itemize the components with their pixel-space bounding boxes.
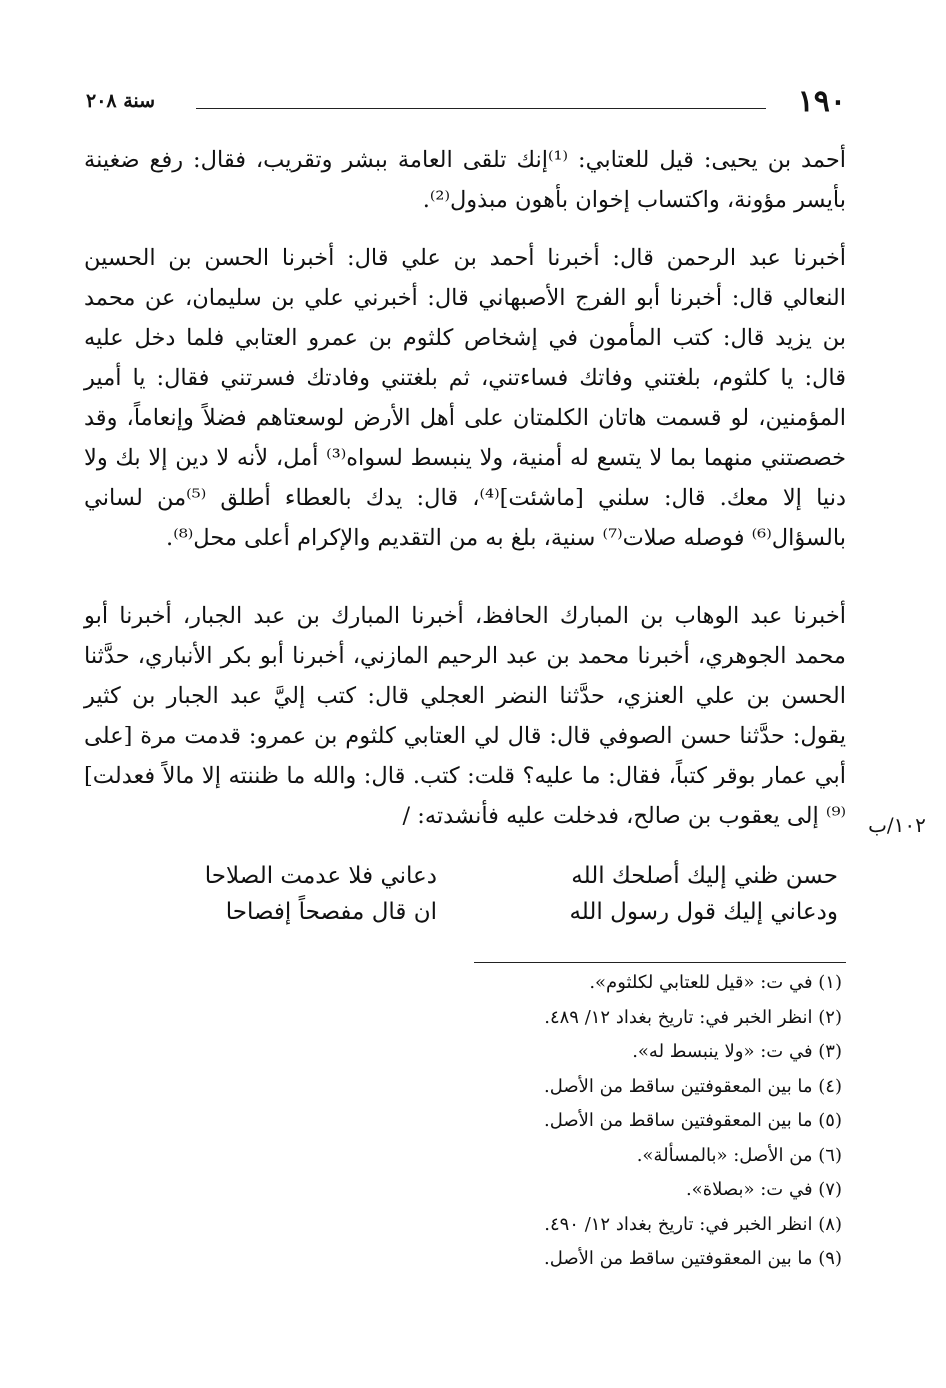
footnote-3: (٣) في ت: «ولا ينبسط له». — [632, 1041, 842, 1062]
footnote-2: (٢) انظر الخبر في: تاريخ بغداد ١٢/ ٤٨٩. — [544, 1006, 842, 1028]
verse-first-hemistich: حسن ظني إليك أصلحك الله — [571, 863, 838, 889]
paragraph-text: أخبرنا عبد الرحمن قال: أخبرنا أحمد بن علي قال: أخبرنا الحسن بن الحسين النعالي قال: أخبرنا أبو الفرج الأصبهاني قال: أخبرني علي بن سليمان، عن محمد بن يزيد قال: كتب المأمون في إشخاص كلثوم بن عمرو العتابي فلما دخل عليه قال: يا كلثوم، بلغتني وفاتك فساءتني، ثم بلغتني وفادتك فسرتني فقال: يا أمير المؤمنين، لو قسمت هاتان الكلمتان على أهل الأرض لوسعتاهم فضلاً وإنعاماً، وقد خصصتني منهما بما لا يتسع له أمنية، ولا ينبسط لسواه⁽³⁾ أمل، لأنه لا دين إلا بك ولا دنيا إلا معك. قال: سلني [ماشئت]⁽⁴⁾، قال: يدك بالعطاء أطلق ⁽⁵⁾من لساني بالسؤال⁽⁶⁾ فوصله صلات⁽⁷⁾ سنية، بلغ به من التقديم والإكرام أعلى محل⁽⁸⁾. — [84, 245, 846, 551]
folio-margin-note: ١٠٢/ب — [868, 813, 926, 837]
footnotes-list — [322, 966, 842, 1277]
verse-second-hemistich: ان قال مفصحاً إفصاحا — [225, 899, 437, 925]
footnote-1: (١) في ت: «قيل للعتابي لكلثوم». — [589, 972, 842, 993]
poem-verse-2 — [92, 894, 838, 930]
footnote-5: (٥) ما بين المعقوفتين ساقط من الأصل. — [544, 1110, 842, 1131]
footnote-rule — [474, 962, 846, 963]
paragraph-1 — [84, 140, 846, 220]
verse-first-hemistich: ودعاني إليك قول رسول الله — [569, 899, 838, 925]
paragraph-2 — [84, 238, 846, 558]
paragraph-3 — [84, 596, 846, 836]
footnote-6: (٦) من الأصل: «بالمسألة». — [636, 1144, 842, 1166]
paragraph-text: أحمد بن يحيى: قيل للعتابي: ⁽¹⁾إنك تلقى العامة ببشر وتقريب، فقال: رفع ضغينة بأيسر مؤونة، واكتساب إخوان بأهون مبذول⁽²⁾. — [84, 147, 846, 213]
page-number: ١٩٠ — [797, 84, 846, 119]
page-header — [86, 84, 846, 120]
footnote-8: (٨) انظر الخبر في: تاريخ بغداد ١٢/ ٤٩٠. — [544, 1213, 842, 1235]
footnote-7: (٧) في ت: «بصلاة». — [685, 1179, 842, 1200]
footnote-4: (٤) ما بين المعقوفتين ساقط من الأصل. — [544, 1075, 842, 1097]
footnote-9: (٩) ما بين المعقوفتين ساقط من الأصل. — [544, 1248, 842, 1269]
poem — [92, 858, 838, 930]
running-head-year: سنة ٢٠٨ — [86, 90, 156, 112]
header-rule — [196, 108, 766, 109]
verse-second-hemistich: دعاني فلا عدمت الصلاحا — [204, 863, 437, 889]
poem-verse-1 — [92, 858, 838, 894]
paragraph-text: أخبرنا عبد الوهاب بن المبارك الحافظ، أخبرنا المبارك بن عبد الجبار، أخبرنا أبو محمد الجوهري، أخبرنا محمد بن عبد الرحيم المازني، أخبرنا أبو بكر الأنباري، حدَّثنا الحسن بن علي العنزي، حدَّثنا النضر العجلي قال: كتب إليَّ عبد الجبار بن كثير يقول: حدَّثنا حسن الصوفي قال: قال لي العتابي كلثوم بن عمرو: قدمت مرة [على أبي عمار بوقر كتباً، فقال: ما عليه؟ قلت: كتب. قال: والله ما ظننته إلا مالاً فعدلت]⁽⁹⁾ إلى يعقوب بن صالح، فدخلت عليه فأنشدته: / — [84, 603, 846, 829]
